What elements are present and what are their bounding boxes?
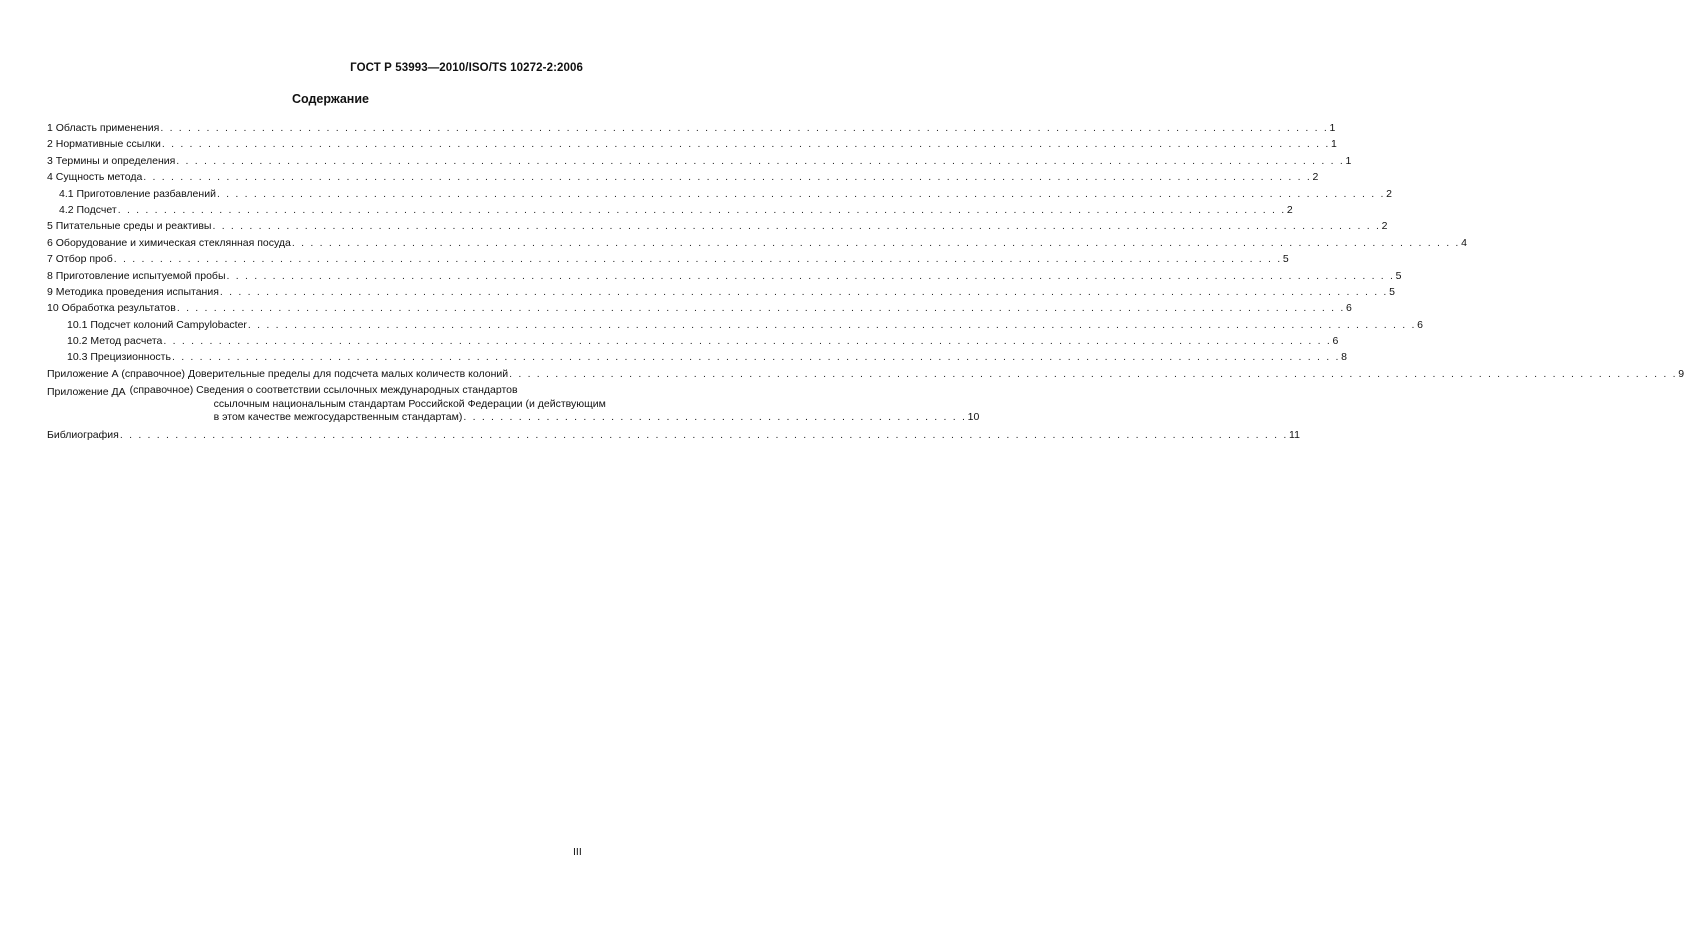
toc-entry-page: 8 xyxy=(1341,351,1347,364)
toc-entry xyxy=(47,268,1402,284)
dot-leader xyxy=(227,268,1395,284)
toc-entry-page: 5 xyxy=(1389,285,1395,298)
toc-entry xyxy=(47,366,1684,382)
dot-leader xyxy=(114,251,1282,267)
annex-da-line-3: в этом качестве межгосударственным стандартам) xyxy=(213,410,463,423)
toc-entry-title: 6 Оборудование и химическая стеклянная посуда xyxy=(47,236,291,249)
toc-entry xyxy=(47,202,1293,218)
bibliography-label: Библиография xyxy=(47,429,119,442)
toc-entry-title: 4 Сущность метода xyxy=(47,171,143,184)
toc-entry-title: 3 Термины и определения xyxy=(47,154,176,167)
toc-entry-title: 10.1 Подсчет колоний Campylobacter xyxy=(67,318,247,331)
toc-entry-page: 1 xyxy=(1329,121,1336,134)
dot-leader xyxy=(217,186,1385,202)
annex-da-line-2: ссылочным национальным стандартам Российской Федерации (и действующим xyxy=(213,397,606,410)
toc-entry xyxy=(47,300,1352,316)
toc-entry-page: 6 xyxy=(1417,318,1423,331)
toc-entry-title: 2 Нормативные ссылки xyxy=(47,138,161,151)
toc-title: Содержание xyxy=(291,92,369,106)
dot-leader xyxy=(163,333,1331,349)
dot-leader xyxy=(172,349,1340,365)
toc-entry xyxy=(47,136,1337,152)
toc-entry-page: 1 xyxy=(1331,138,1337,151)
standard-header: ГОСТ Р 53993—2010/ISO/TS 10272-2:2006 xyxy=(350,62,583,74)
toc-entry-page: 2 xyxy=(1386,187,1392,200)
toc-entry-title: 4.2 Подсчет xyxy=(59,203,117,216)
toc-entry-title: 10 Обработка результатов xyxy=(47,302,176,315)
dot-leader xyxy=(118,202,1286,218)
dot-leader xyxy=(120,427,1288,443)
toc-entry-title: 1 Область применения xyxy=(47,121,160,134)
toc-entry-title: Приложение А (справочное) Доверительные пределы для подсчета малых количеств колоний xyxy=(47,367,509,380)
dot-leader xyxy=(160,120,1328,136)
toc-entry-page: 6 xyxy=(1346,302,1352,315)
toc-entry-page: 1 xyxy=(1345,154,1352,167)
toc-entry xyxy=(47,235,1467,251)
dot-leader xyxy=(162,136,1330,152)
dot-leader xyxy=(292,235,1460,251)
dot-leader xyxy=(212,218,1380,234)
toc-entry-title: 9 Методика проведения испытания xyxy=(47,285,219,298)
toc-entry xyxy=(47,186,1392,202)
toc-entry xyxy=(47,218,1388,234)
toc-entry xyxy=(47,317,1423,333)
dot-leader xyxy=(176,153,1344,169)
toc-entry-page: 4 xyxy=(1461,236,1467,249)
toc-entry-title: 4.1 Приготовление разбавлений xyxy=(59,187,216,200)
dot-leader xyxy=(248,317,1416,333)
toc-entry xyxy=(47,349,1347,365)
dot-leader xyxy=(143,169,1311,185)
dot-leader xyxy=(220,284,1388,300)
annex-da-page: 10 xyxy=(967,410,980,423)
toc-entry-page: 9 xyxy=(1678,367,1684,380)
toc-entry-title: 5 Питательные среды и реактивы xyxy=(47,220,212,233)
dot-leader xyxy=(463,409,966,425)
toc-entry-page: 6 xyxy=(1332,335,1339,348)
toc-entry-page: 2 xyxy=(1286,203,1293,216)
toc-entry xyxy=(47,153,1352,169)
toc-entry xyxy=(47,120,1336,136)
annex-da-line-1: (справочное) Сведения о соответствии ссылочных международных стандартов xyxy=(129,384,518,397)
dot-leader xyxy=(177,300,1345,316)
dot-leader xyxy=(509,366,1677,382)
toc-entry-title: 10.2 Метод расчета xyxy=(67,335,163,348)
toc-entry-page: 5 xyxy=(1282,253,1289,266)
toc-entry-title: 7 Отбор проб xyxy=(47,253,113,266)
toc-entry-bibliography xyxy=(47,427,1300,443)
toc-entry-page: 2 xyxy=(1312,171,1319,184)
toc-entry xyxy=(47,251,1289,267)
toc-entry xyxy=(47,333,1339,349)
toc-entry-page: 2 xyxy=(1381,220,1388,233)
toc-entry-title: 8 Приготовление испытуемой пробы xyxy=(47,269,226,282)
page-folio: III xyxy=(573,846,582,858)
table-of-contents xyxy=(47,120,1684,443)
toc-entry xyxy=(47,284,1395,300)
annex-da-label: Приложение ДА xyxy=(47,386,126,399)
toc-entry-annex-da xyxy=(47,384,980,425)
toc-entry xyxy=(47,169,1319,185)
toc-entry-page: 5 xyxy=(1395,269,1402,282)
bibliography-page: 11 xyxy=(1289,429,1300,442)
toc-entry-title: 10.3 Прецизионность xyxy=(67,351,171,364)
